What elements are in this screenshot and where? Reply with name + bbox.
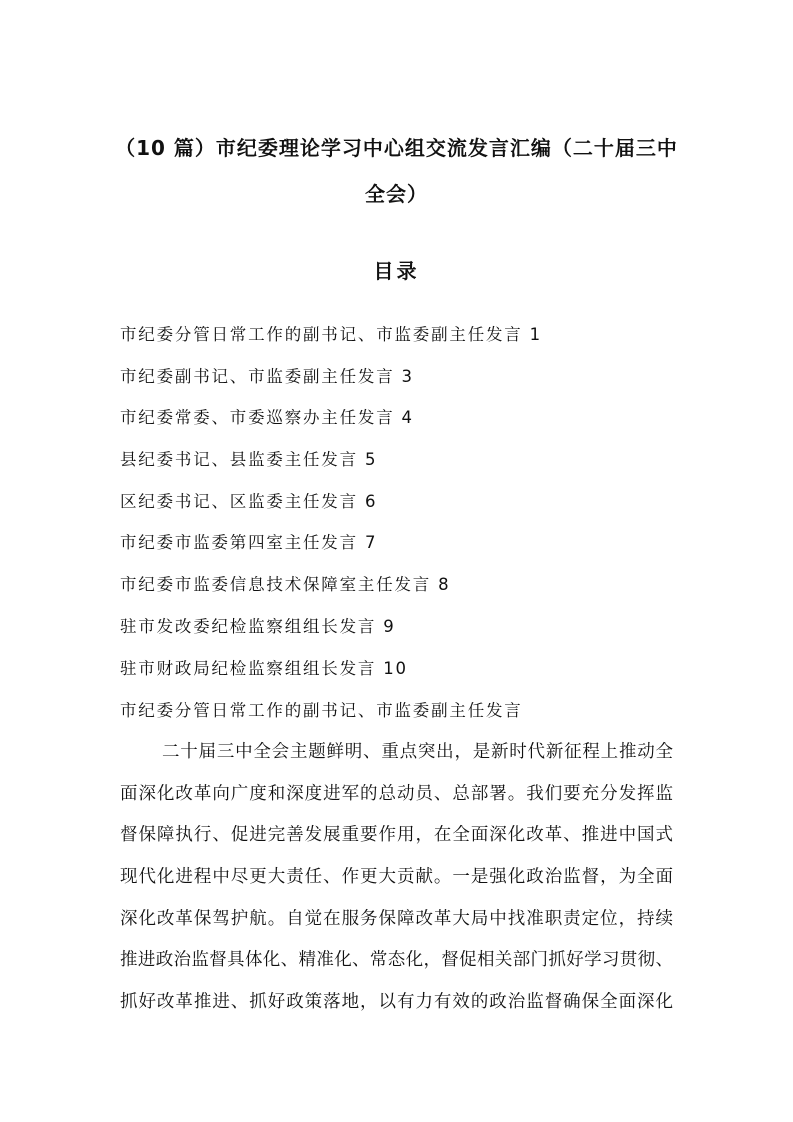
body-line: 现代化进程中尽更大责任、作更大贡献。一是强化政治监督，为全面 [120,867,673,888]
document-title-line-1: （10 篇）市纪委理论学习中心组交流发言汇编（二十届三中 [115,136,678,160]
toc-item[interactable]: 市纪委常委、市委巡察办主任发言 4 [120,408,414,428]
body-line: 督保障执行、促进完善发展重要作用，在全面深化改革、推进中国式 [120,825,673,846]
toc-item[interactable]: 县纪委书记、县监委主任发言 5 [120,450,378,470]
toc-heading: 目录 [373,259,420,283]
body-paragraph [120,739,673,1031]
toc-item[interactable]: 市纪委分管日常工作的副书记、市监委副主任发言 1 [120,325,542,344]
body-line: 推进政治监督具体化、精准化、常态化，督促相关部门抓好学习贯彻、 [120,950,673,971]
body-line: 面深化改革向广度和深度进军的总动员、总部署。我们要充分发挥监 [120,783,673,804]
table-of-contents [120,322,542,697]
body-line: 二十届三中全会主题鲜明、重点突出，是新时代新征程上推动全 [162,742,673,762]
toc-item[interactable]: 市纪委副书记、市监委副主任发言 3 [120,366,414,386]
toc-item[interactable]: 市纪委市监委第四室主任发言 7 [120,533,378,553]
body-line: 抓好改革推进、抓好政策落地，以有力有效的政治监督确保全面深化 [120,992,673,1013]
toc-item[interactable]: 驻市发改委纪检监察组组长发言 9 [120,616,396,636]
section-heading: 市纪委分管日常工作的副书记、市监委副主任发言 [120,701,523,720]
toc-item[interactable]: 区纪委书记、区监委主任发言 6 [120,491,378,511]
toc-item[interactable]: 市纪委市监委信息技术保障室主任发言 8 [120,575,451,595]
toc-item[interactable]: 驻市财政局纪检监察组组长发言 10 [120,658,408,678]
document-title-line-2: 全会） [365,182,428,206]
body-line: 深化改革保驾护航。自觉在服务保障改革大局中找准职责定位，持续 [120,908,673,929]
